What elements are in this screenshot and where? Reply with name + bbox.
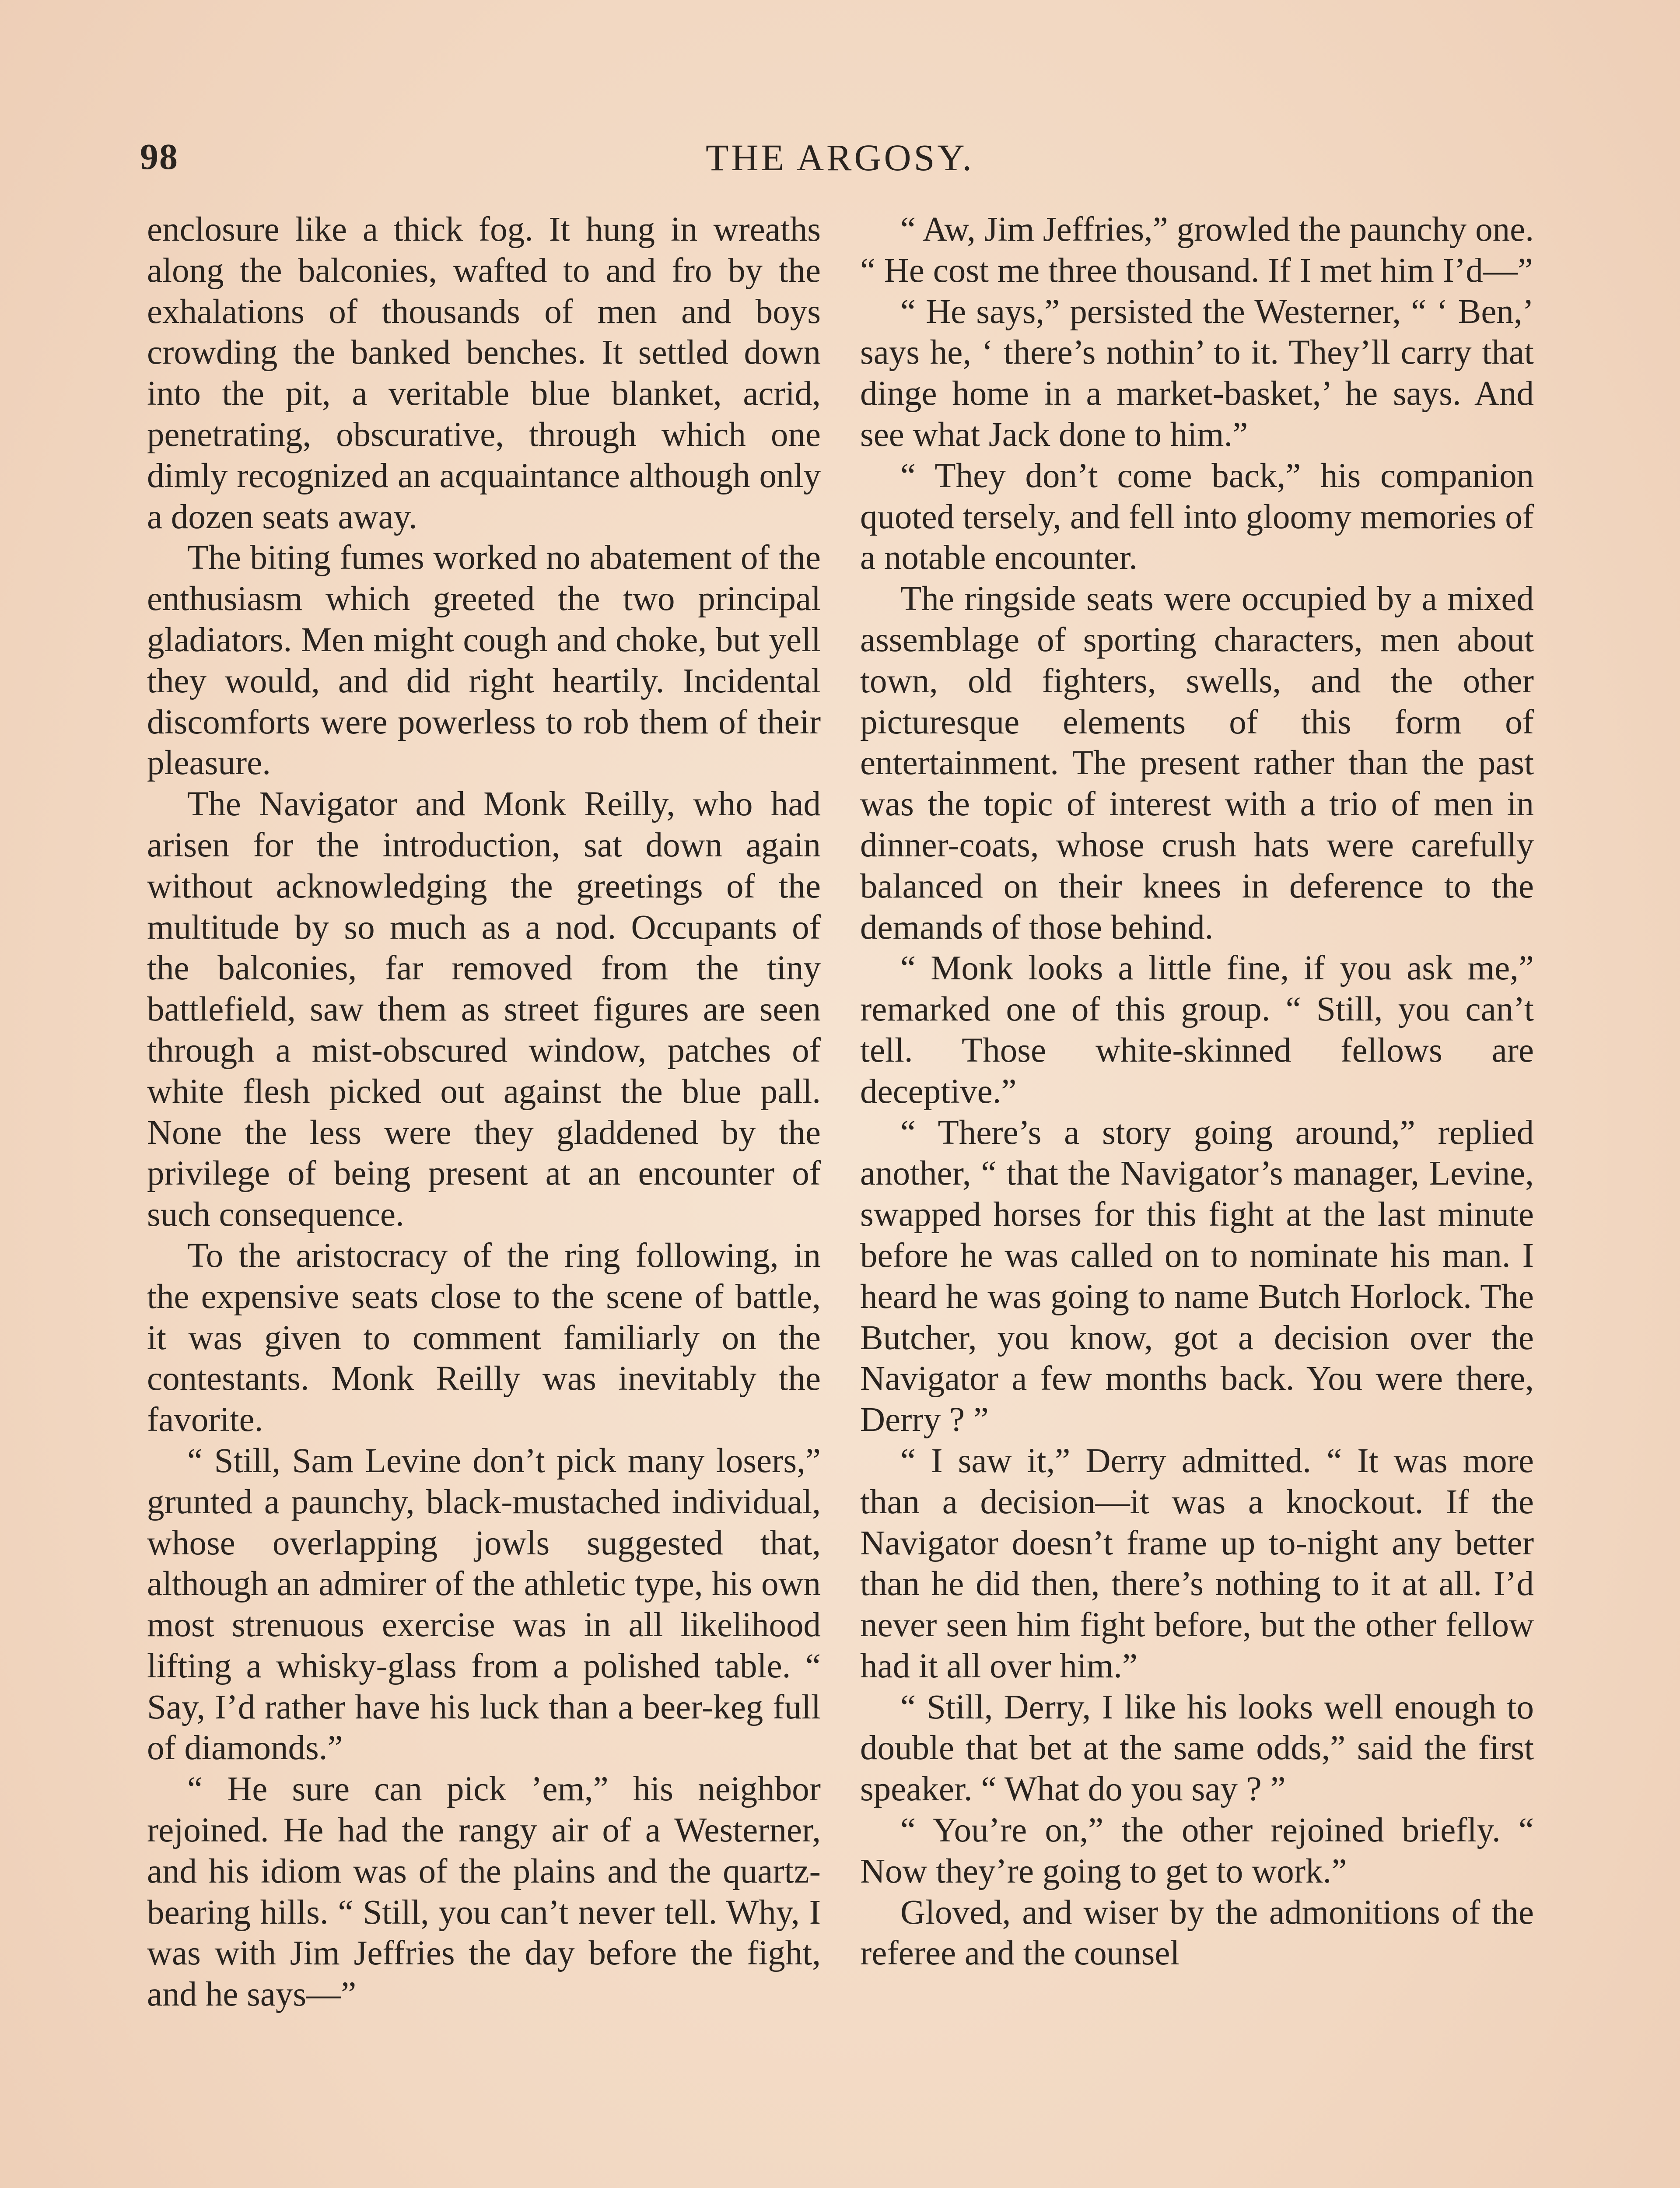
paragraph: enclosure like a thick fog. It hung in wreaths along the balconies, wafted to and fro by the exhalations of thousands of men and boys crowding the banked benches. It settled down into the pit, a veritable blue blanket, acrid, penetrating, obscurative, through which one dimly recognized an acquaintance although only a dozen seats away. — [147, 210, 821, 536]
page-header — [140, 131, 1540, 193]
paragraph: “ I saw it,” Derry admitted. “ It was more than a decision—it was a knockout. If the Navigator doesn’t frame up to-night any better than he did then, there’s nothing to it at all. I’d never seen him fight before, but the other fellow had it all over him.” — [860, 1441, 1534, 1685]
paragraph: “ He says,” persisted the Westerner, “ ‘ Ben,’ says he, ‘ there’s nothin’ to it. They’ll carry that dinge home in a market-basket,’ he says. And see what Jack done to him.” — [860, 292, 1534, 454]
paragraph: Gloved, and wiser by the admonitions of the referee and the counsel — [860, 1893, 1534, 1973]
paragraph: “ There’s a story going around,” replied another, “ that the Navigator’s manager, Levine, swapped horses for this fight at the last minute before he was called on to nominate his man. I heard he was going to name Butch Horlock. The Butcher, you know, got a decision over the Navigator a few months back. You were there, Derry ? ” — [860, 1113, 1534, 1439]
paragraph: “ He sure can pick ’em,” his neighbor rejoined. He had the rangy air of a Westerner, and his idiom was of the plains and the quartz-bearing hills. “ Still, you can’t never tell. Why, I was with Jim Jeffries the day before the fight, and he says—” — [147, 1770, 821, 2014]
paragraph: “ Still, Sam Levine don’t pick many losers,” grunted a paunchy, black-mustached individual, whose overlapping jowls suggested that, although an admirer of the athletic type, his own most strenuous exercise was in all likelihood lifting a whisky-glass from a polished table. “ Say, I’d rather have his luck than a beer-keg full of diamonds.” — [147, 1441, 821, 1767]
paragraph: The Navigator and Monk Reilly, who had arisen for the introduction, sat down again without acknowledging the greetings of the multitude by so much as a nod. Occupants of the balconies, far removed from the tiny battlefield, saw them as street figures are seen through a mist-obscured window, patches of white flesh picked out against the blue pall. None the less were they gladdened by the privilege of being present at an encounter of such consequence. — [147, 785, 821, 1234]
paragraph: “ Still, Derry, I like his looks well enough to double that bet at the same odds,” said the first speaker. “ What do you say ? ” — [860, 1688, 1534, 1809]
paragraph: “ They don’t come back,” his companion quoted tersely, and fell into gloomy memories of a notable encounter. — [860, 456, 1534, 577]
paragraph: To the aristocracy of the ring following, in the expensive seats close to the scene of battle, it was given to comment familiarly on the contestants. Monk Reilly was inevitably the favorite. — [147, 1236, 821, 1439]
running-title: THE ARGOSY. — [706, 137, 974, 179]
paragraph: “ Monk looks a little fine, if you ask me,” remarked one of this group. “ Still, you can’t tell. Those white-skinned fellows are deceptive.” — [860, 949, 1534, 1111]
paragraph: “ Aw, Jim Jeffries,” growled the paunchy one. “ He cost me three thousand. If I met him I’d—” — [860, 210, 1534, 290]
paragraph: The ringside seats were occupied by a mixed assemblage of sporting characters, men about town, old fighters, swells, and the other picturesque elements of this form of entertainment. The present rather than the past was the topic of interest with a trio of men in dinner-coats, whose crush hats were carefully balanced on their knees in deference to the demands of those behind. — [860, 580, 1534, 947]
left-column — [147, 209, 821, 2015]
page-number: 98 — [140, 137, 178, 177]
paragraph: The biting fumes worked no abatement of the enthusiasm which greeted the two principal gladiators. Men might cough and choke, but yell they would, and did right heartily. Incidental discomforts were powerless to rob them of their pleasure. — [147, 539, 821, 782]
paragraph: “ You’re on,” the other rejoined briefly. “ Now they’re going to get to work.” — [860, 1811, 1534, 1890]
right-column — [860, 209, 1534, 1974]
